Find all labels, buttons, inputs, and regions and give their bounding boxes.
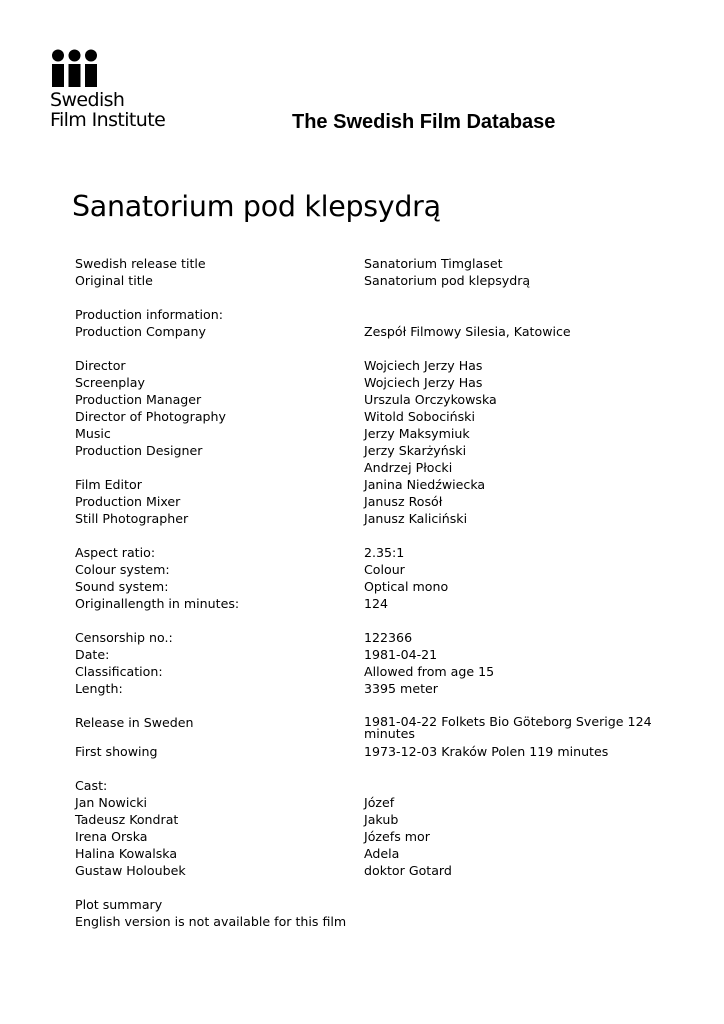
censorship-value: 122366 xyxy=(364,630,413,645)
database-title: The Swedish Film Database xyxy=(292,111,556,133)
crew-label: Still Photographer xyxy=(75,511,189,526)
production-heading: Production information: xyxy=(75,307,223,322)
crew-row xyxy=(75,391,675,408)
release-value: 1973-12-03 Kraków Polen 119 minutes xyxy=(364,744,609,759)
detail-row-production-company xyxy=(75,323,675,340)
detail-value: Sanatorium Timglaset xyxy=(364,256,503,271)
cast-role: Józefs mor xyxy=(364,829,430,844)
censorship-value: Allowed from age 15 xyxy=(364,664,495,679)
crew-value: Urszula Orczykowska xyxy=(364,392,497,407)
cast-actor: Irena Orska xyxy=(75,829,148,844)
detail-value: Sanatorium pod klepsydrą xyxy=(364,273,531,288)
technical-value: 124 xyxy=(364,596,389,611)
censorship-value: 3395 meter xyxy=(364,681,438,696)
crew-value: Wojciech Jerzy Has xyxy=(364,358,483,373)
cast-row xyxy=(75,794,675,811)
crew-label: Film Editor xyxy=(75,477,142,492)
crew-value: Janusz Rosół xyxy=(364,494,443,509)
technical-row xyxy=(75,561,675,578)
technical-row xyxy=(75,578,675,595)
detail-row-swedish-title xyxy=(75,255,675,272)
censorship-label: Classification: xyxy=(75,664,163,679)
release-value: 1981-04-22 Folkets Bio Göteborg Sverige 124 minutes xyxy=(364,714,652,741)
crew-value: Jerzy Maksymiuk xyxy=(364,426,470,441)
plot-summary: English version is not available for this film xyxy=(75,914,347,929)
censorship-row xyxy=(75,629,675,646)
censorship-row xyxy=(75,646,675,663)
cast-row xyxy=(75,845,675,862)
crew-value: Andrzej Płocki xyxy=(364,460,453,475)
technical-label: Originallength in minutes: xyxy=(75,596,240,611)
plot-text xyxy=(75,913,675,930)
cast-row xyxy=(75,862,675,879)
cast-role: Adela xyxy=(364,846,400,861)
logo-line-2: Film Institute xyxy=(50,109,166,131)
cast-row xyxy=(75,811,675,828)
detail-label: Original title xyxy=(75,273,153,288)
cast-row xyxy=(75,828,675,845)
technical-label: Colour system: xyxy=(75,562,170,577)
crew-label xyxy=(75,459,364,476)
crew-value: Janina Niedźwiecka xyxy=(364,477,486,492)
cast-actor: Tadeusz Kondrat xyxy=(75,812,179,827)
crew-row xyxy=(75,476,675,493)
release-label: First showing xyxy=(75,744,158,759)
censorship-label: Censorship no.: xyxy=(75,630,173,645)
crew-row xyxy=(75,493,675,510)
sfi-logo xyxy=(50,49,190,130)
crew-label: Production Mixer xyxy=(75,494,181,509)
crew-row xyxy=(75,425,675,442)
cast-role: Józef xyxy=(364,795,395,810)
censorship-label: Date: xyxy=(75,647,110,662)
crew-value: Wojciech Jerzy Has xyxy=(364,375,483,390)
cast-actor: Jan Nowicki xyxy=(75,795,148,810)
crew-label: Screenplay xyxy=(75,375,145,390)
sfi-logo-icon xyxy=(50,49,100,88)
release-row-sweden xyxy=(75,714,675,740)
crew-value: Janusz Kaliciński xyxy=(364,511,468,526)
crew-value: Jerzy Skarżyński xyxy=(364,443,467,458)
cast-role: doktor Gotard xyxy=(364,863,452,878)
crew-label: Production Designer xyxy=(75,443,203,458)
crew-row xyxy=(75,408,675,425)
detail-row-original-title xyxy=(75,272,675,289)
cast-actor: Halina Kowalska xyxy=(75,846,178,861)
film-details xyxy=(75,255,675,930)
technical-value: Colour xyxy=(364,562,405,577)
crew-label: Director xyxy=(75,358,126,373)
release-label: Release in Sweden xyxy=(75,715,194,730)
plot-heading: Plot summary xyxy=(75,897,163,912)
detail-value: Zespół Filmowy Silesia, Katowice xyxy=(364,324,571,339)
technical-label: Sound system: xyxy=(75,579,169,594)
censorship-label: Length: xyxy=(75,681,123,696)
technical-label: Aspect ratio: xyxy=(75,545,156,560)
technical-value: 2.35:1 xyxy=(364,545,405,560)
cast-role: Jakub xyxy=(364,812,399,827)
crew-row xyxy=(75,374,675,391)
film-title: Sanatorium pod klepsydrą xyxy=(72,190,441,223)
censorship-value: 1981-04-21 xyxy=(364,647,438,662)
cast-heading: Cast: xyxy=(75,778,108,793)
detail-label: Production Company xyxy=(75,324,206,339)
technical-value: Optical mono xyxy=(364,579,449,594)
crew-row xyxy=(75,442,675,459)
crew-label: Director of Photography xyxy=(75,409,226,424)
crew-value: Witold Sobociński xyxy=(364,409,475,424)
crew-row xyxy=(75,357,675,374)
cast-actor: Gustaw Holoubek xyxy=(75,863,186,878)
logo-wordmark xyxy=(50,90,190,130)
crew-label: Production Manager xyxy=(75,392,202,407)
technical-row xyxy=(75,595,675,612)
release-row-first-showing xyxy=(75,743,675,760)
censorship-row xyxy=(75,663,675,680)
censorship-row xyxy=(75,680,675,697)
technical-row xyxy=(75,544,675,561)
logo-line-1: Swedish xyxy=(50,89,125,111)
crew-row xyxy=(75,510,675,527)
crew-row xyxy=(75,459,675,476)
crew-label: Music xyxy=(75,426,111,441)
detail-label: Swedish release title xyxy=(75,256,206,271)
